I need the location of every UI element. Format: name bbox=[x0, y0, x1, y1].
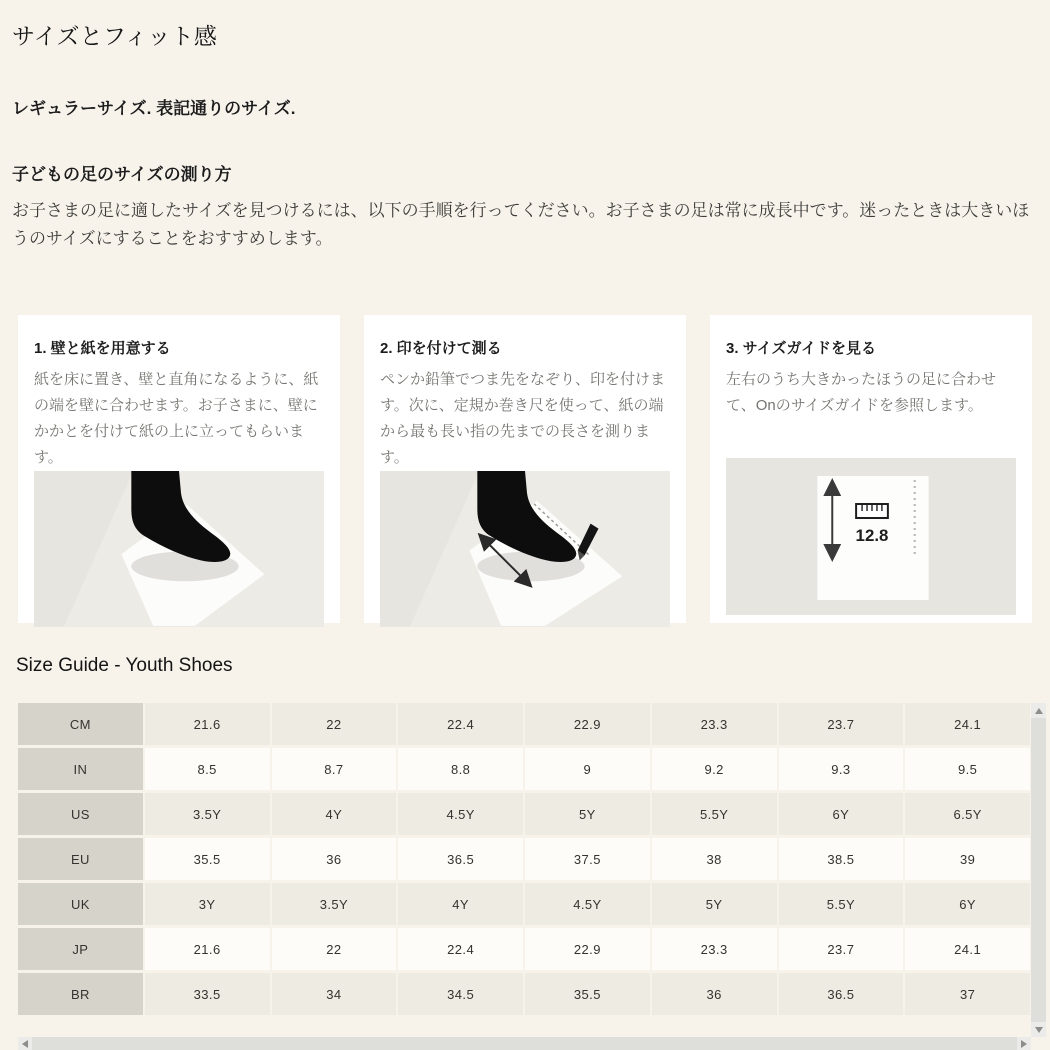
step-description: 紙を床に置き、壁と直角になるように、紙の端を壁に合わせます。お子さまに、壁にかかとを付けて紙の上に立ってもらいます。 bbox=[34, 371, 319, 466]
size-cell: 6.5Y bbox=[905, 793, 1030, 835]
size-cell: 35.5 bbox=[145, 838, 270, 880]
vertical-scroll-thumb[interactable] bbox=[1031, 718, 1046, 1022]
table-vertical-scrollbar[interactable] bbox=[1031, 703, 1046, 1037]
size-guide-table bbox=[18, 703, 1030, 1015]
size-cell: 5Y bbox=[525, 793, 650, 835]
size-cell: 8.5 bbox=[145, 748, 270, 790]
size-cell: 4Y bbox=[272, 793, 397, 835]
size-cell: 37.5 bbox=[525, 838, 650, 880]
size-row-label: BR bbox=[18, 973, 143, 1015]
size-cell: 22.4 bbox=[398, 703, 523, 745]
size-cell: 23.7 bbox=[779, 703, 904, 745]
size-cell: 22.9 bbox=[525, 703, 650, 745]
size-guide-title: Size Guide - Youth Shoes bbox=[16, 655, 233, 676]
step-description: 左右のうち大きかったほうの足に合わせて、Onのサイズガイドを参照します。 bbox=[726, 371, 997, 414]
size-cell: 36 bbox=[652, 973, 777, 1015]
measurement-value: 12.8 bbox=[855, 525, 889, 546]
chevron-right-icon bbox=[1021, 1040, 1027, 1048]
chevron-up-icon bbox=[1035, 708, 1043, 714]
size-cell: 37 bbox=[905, 973, 1030, 1015]
size-cell: 36 bbox=[272, 838, 397, 880]
page-title: サイズとフィット感 bbox=[12, 23, 218, 49]
size-cell: 23.3 bbox=[652, 703, 777, 745]
step-title: 1. 壁と紙を用意する bbox=[34, 340, 171, 357]
size-cell: 38.5 bbox=[779, 838, 904, 880]
size-row-label: US bbox=[18, 793, 143, 835]
size-cell: 35.5 bbox=[525, 973, 650, 1015]
size-cell: 24.1 bbox=[905, 703, 1030, 745]
fit-summary: レギュラーサイズ. 表記通りのサイズ. bbox=[12, 99, 296, 118]
size-cell: 34.5 bbox=[398, 973, 523, 1015]
size-cell: 38 bbox=[652, 838, 777, 880]
size-cell: 34 bbox=[272, 973, 397, 1015]
step-title: 3. サイズガイドを見る bbox=[726, 340, 877, 357]
size-cell: 9.3 bbox=[779, 748, 904, 790]
scroll-down-button[interactable] bbox=[1031, 1022, 1046, 1037]
table-horizontal-scrollbar[interactable] bbox=[18, 1037, 1031, 1050]
size-cell: 4Y bbox=[398, 883, 523, 925]
size-cell: 33.5 bbox=[145, 973, 270, 1015]
step-card-1 bbox=[18, 315, 340, 623]
size-cell: 8.7 bbox=[272, 748, 397, 790]
size-row-label: UK bbox=[18, 883, 143, 925]
size-cell: 9.5 bbox=[905, 748, 1030, 790]
ruler-icon bbox=[856, 504, 888, 518]
size-cell: 21.6 bbox=[145, 928, 270, 970]
size-cell: 9 bbox=[525, 748, 650, 790]
scroll-right-button[interactable] bbox=[1017, 1037, 1031, 1050]
size-cell: 22 bbox=[272, 928, 397, 970]
size-cell: 4.5Y bbox=[398, 793, 523, 835]
measure-method-description: お子さまの足に適したサイズを見つけるには、以下の手順を行ってください。お子さまの足は常に成長中です。迷ったときは大きいほうのサイズにすることをおすすめします。 bbox=[12, 201, 1030, 248]
size-cell: 6Y bbox=[905, 883, 1030, 925]
size-cell: 3.5Y bbox=[145, 793, 270, 835]
size-cell: 3.5Y bbox=[272, 883, 397, 925]
step-title: 2. 印を付けて測る bbox=[380, 340, 502, 357]
measure-method-heading: 子どもの足のサイズの測り方 bbox=[12, 165, 232, 184]
size-row-label: IN bbox=[18, 748, 143, 790]
size-cell: 5.5Y bbox=[779, 883, 904, 925]
size-cell: 4.5Y bbox=[525, 883, 650, 925]
scroll-left-button[interactable] bbox=[18, 1037, 32, 1050]
foot-on-paper-icon bbox=[34, 471, 324, 627]
size-cell: 23.7 bbox=[779, 928, 904, 970]
step-card-2 bbox=[364, 315, 686, 623]
chevron-down-icon bbox=[1035, 1027, 1043, 1033]
size-cell: 8.8 bbox=[398, 748, 523, 790]
size-cell: 9.2 bbox=[652, 748, 777, 790]
scroll-up-button[interactable] bbox=[1031, 703, 1046, 718]
horizontal-scroll-thumb[interactable] bbox=[32, 1037, 1017, 1050]
size-cell: 39 bbox=[905, 838, 1030, 880]
size-cell: 5.5Y bbox=[652, 793, 777, 835]
chevron-left-icon bbox=[22, 1040, 28, 1048]
step-description: ペンか鉛筆でつま先をなぞり、印を付けます。次に、定規か巻き尺を使って、紙の端から最も長い指の先までの長さを測ります。 bbox=[380, 371, 666, 466]
foot-marking-pencil-icon bbox=[380, 471, 670, 627]
size-cell: 22 bbox=[272, 703, 397, 745]
size-cell: 6Y bbox=[779, 793, 904, 835]
measure-steps-row bbox=[18, 315, 1032, 623]
size-cell: 36.5 bbox=[398, 838, 523, 880]
size-cell: 36.5 bbox=[779, 973, 904, 1015]
size-cell: 22.9 bbox=[525, 928, 650, 970]
size-cell: 5Y bbox=[652, 883, 777, 925]
size-cell: 21.6 bbox=[145, 703, 270, 745]
step-card-3 bbox=[710, 315, 1032, 623]
size-cell: 3Y bbox=[145, 883, 270, 925]
size-cell: 24.1 bbox=[905, 928, 1030, 970]
size-row-label: EU bbox=[18, 838, 143, 880]
size-cell: 23.3 bbox=[652, 928, 777, 970]
ruler-measurement-icon bbox=[726, 458, 1016, 615]
size-row-label: CM bbox=[18, 703, 143, 745]
size-cell: 22.4 bbox=[398, 928, 523, 970]
size-row-label: JP bbox=[18, 928, 143, 970]
